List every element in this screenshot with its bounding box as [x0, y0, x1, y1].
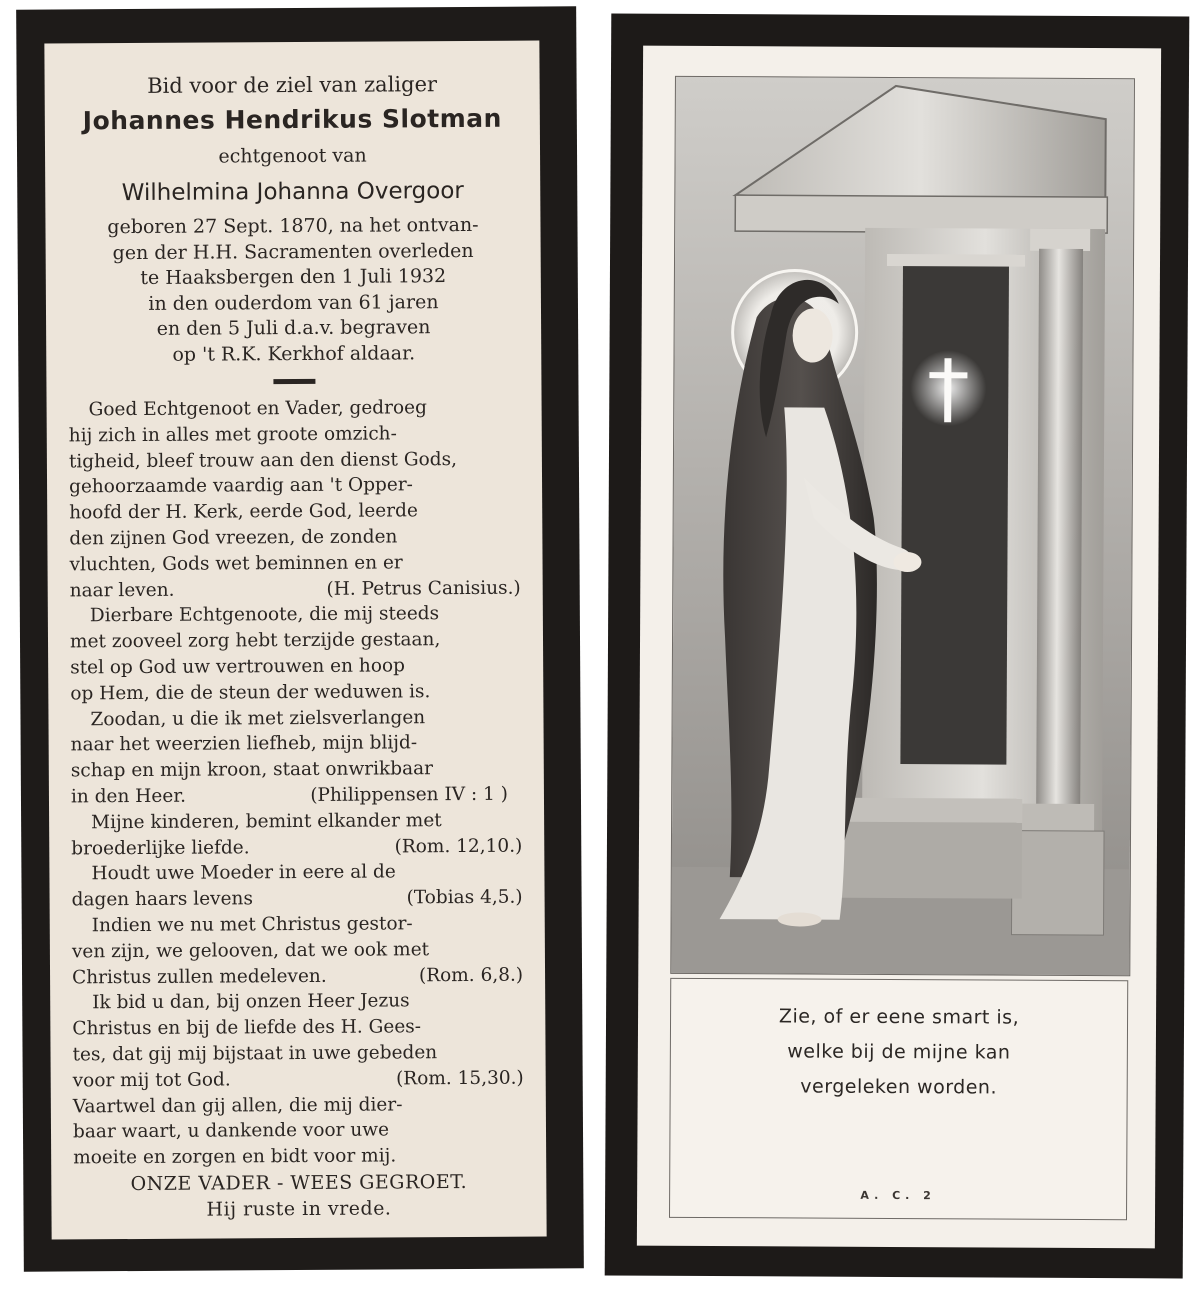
- caption-line: vergeleken worden.: [800, 1075, 998, 1099]
- verse-line: ven zijn, we gelooven, dat we ook met: [71, 938, 430, 963]
- verse-line-with-reference: [70, 575, 521, 604]
- scripture-reference: (Philippensen IV : 1 ): [310, 783, 509, 806]
- verses-block: [69, 395, 525, 1172]
- memorial-card-text-side: [16, 6, 584, 1271]
- verse-text: dagen haars levens: [71, 888, 253, 911]
- verse-line-with-reference: [71, 833, 522, 862]
- verse-line: met zooveel zorg hebt terzijde gestaan,: [69, 629, 441, 653]
- verse-text: op Hem, die de steun der weduwen is.: [70, 680, 431, 705]
- memorial-card-picture-side: [605, 13, 1190, 1278]
- verse-line: Goed Echtgenoot en Vader, gedroeg: [88, 397, 427, 421]
- biography-line: te Haaksbergen den 1 Juli 1932: [140, 265, 447, 289]
- deceased-name: Johannes Hendrikus Slotman: [82, 103, 503, 136]
- scripture-reference: (Rom. 12,10.): [394, 835, 523, 857]
- verse-text: voor mij tot God.: [72, 1069, 231, 1092]
- verse-line: Indien we nu met Christus gestor-: [91, 913, 413, 937]
- scripture-reference: (Rom. 15,30.): [395, 1067, 524, 1090]
- biography-line: en den 5 Juli d.a.v. begraven: [156, 316, 431, 340]
- text-side-paper: [44, 41, 546, 1240]
- verse-line: gehoorzaamde vaardig aan 't Opper-: [69, 474, 413, 498]
- intro-line: Bid voor de ziel van zaliger: [147, 72, 438, 98]
- verse-line: schap en mijn kroon, staat onwrikbaar: [70, 758, 434, 782]
- biography-line: in den ouderdom van 61 jaren: [148, 290, 439, 315]
- verse-text: broederlijke liefde.: [71, 836, 250, 859]
- verse-text: Christus zullen medeleven.: [71, 965, 327, 988]
- verse-text: moeite en zorgen en bidt voor mij.: [73, 1145, 397, 1169]
- verse-line: naar het weerzien liefheb, mijn blijd-: [70, 732, 418, 756]
- verse-line: den zijnen God vreezen, de zonden: [69, 526, 398, 550]
- verse-line-with-reference: [71, 782, 522, 811]
- verse-line: Ik bid u dan, bij onzen Heer Jezus: [92, 990, 410, 1014]
- publisher-mark: A. C. 2: [860, 1188, 936, 1203]
- rest-in-peace-line: Hij ruste in vrede.: [206, 1197, 392, 1221]
- verse-line: Zoodan, u die ik met zielsverlangen: [90, 706, 426, 730]
- caption-text: [671, 999, 1128, 1106]
- verse-line: tes, dat gij mij bijstaat in uwe gebeden: [72, 1042, 438, 1066]
- verse-line: baar waart, u dankende voor uwe: [72, 1119, 390, 1143]
- verse-line: [73, 1143, 524, 1172]
- caption-line: Zie, of er eene smart is,: [778, 1005, 1020, 1029]
- verse-line: Dierbare Echtgenoote, die mij steeds: [89, 603, 440, 627]
- divider-bar: [273, 379, 315, 384]
- verse-line-with-reference: [72, 962, 523, 991]
- prayer-line: ONZE VADER - WEES GEGROET.: [130, 1170, 468, 1195]
- scripture-reference: (Rom. 6,8.): [418, 964, 524, 986]
- picture-side-paper: [637, 46, 1161, 1249]
- verse-line: vluchten, Gods wet beminnen en er: [69, 552, 403, 576]
- spouse-name: Wilhelmina Johanna Overgoor: [121, 177, 464, 207]
- verse-line-with-reference: [72, 885, 523, 914]
- verse-line: Mijne kinderen, bemint elkander met: [91, 809, 442, 834]
- verse-line: stel op God uw vertrouwen en hoop: [70, 655, 405, 679]
- caption-line: welke bij de mijne kan: [787, 1040, 1011, 1064]
- verse-text: naar leven.: [69, 579, 175, 601]
- mourning-mary-illustration: [671, 77, 1134, 975]
- verse-line-with-reference: [73, 1065, 524, 1094]
- verse-line: Houdt uwe Moeder in eere al de: [91, 861, 396, 885]
- verse-line: Christus en bij de liefde des H. Gees-: [72, 1016, 422, 1040]
- scripture-reference: (H. Petrus Canisius.): [326, 577, 521, 600]
- spouse-label: echtgenoot van: [218, 144, 367, 168]
- verse-line: hij zich in alles met groote omzich-: [68, 423, 397, 447]
- verse-line: tigheid, bleef trouw aan den dienst Gods,: [68, 448, 457, 473]
- verse-line: [70, 678, 521, 707]
- biography-line: op 't R.K. Kerkhof aldaar.: [172, 341, 416, 366]
- verse-line: Vaartwel dan gij allen, die mij dier-: [72, 1093, 403, 1117]
- verse-line: hoofd der H. Kerk, eerde God, leerde: [69, 500, 418, 524]
- biography-line: geboren 27 Sept. 1870, na het ontvan-: [107, 213, 479, 239]
- verse-text: in den Heer.: [70, 785, 187, 808]
- biography-line: gen der H.H. Sacramenten overleden: [112, 239, 474, 264]
- biography-block: [67, 213, 519, 369]
- caption-panel: [669, 978, 1128, 1220]
- devotional-illustration: [670, 76, 1135, 976]
- scripture-reference: (Tobias 4,5.): [406, 886, 523, 909]
